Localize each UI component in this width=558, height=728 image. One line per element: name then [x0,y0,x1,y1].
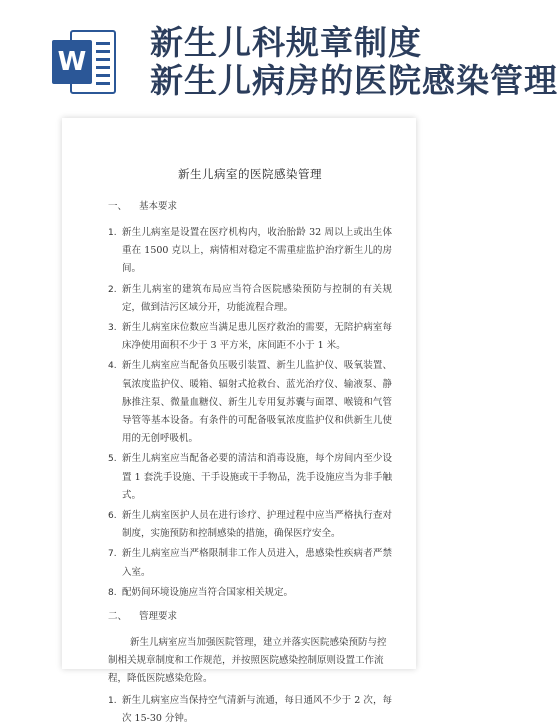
banner-title-line2: 新生儿病房的医院感染管理 [150,61,558,100]
word-logo-letter: W [52,40,92,84]
section-heading-1 [108,198,392,212]
list-item [108,450,392,505]
item-text: 新生儿病室医护人员在进行诊疗、护理过程中应当严格执行查对制度，实施预防和控制感染的措施，确保医疗安全。 [122,510,392,540]
section-label: 基本要求 [139,201,178,212]
list-item [108,281,392,317]
list-item [108,224,392,279]
item-number: 1. [108,696,117,707]
section-heading-2 [108,608,392,622]
item-text: 新生儿病室应当配备必要的清洁和消毒设施，每个房间内至少设置 1 套洗手设施、干手设施或干手物品，洗手设施应当为非手触式。 [122,453,392,501]
section-number: 二、 [108,611,128,623]
item-number: 4. [108,361,117,372]
list-item [108,507,392,543]
item-number: 2. [108,284,117,295]
item-text: 新生儿病室应当严格限制非工作人员进入，患感染性疾病者严禁入室。 [122,548,392,578]
item-text: 新生儿病室应当保持空气清新与流通，每日通风不少于 2 次，每次 15-30 分钟。 [122,695,392,725]
item-number: 5. [108,454,117,465]
banner [0,0,558,112]
word-icon [52,28,120,96]
list-item [108,319,392,355]
item-text: 新生儿病室的建筑布局应当符合医院感染预防与控制的有关规定，做到洁污区域分开，功能流程合理。 [122,283,392,313]
item-number: 7. [108,549,117,560]
item-text: 配奶间环境设施应当符合国家相关规定。 [122,586,294,598]
document-page [62,118,416,725]
list-item [108,357,392,448]
item-number: 6. [108,511,117,522]
item-text: 新生儿病室床位数应当满足患儿医疗救治的需要，无陪护病室每床净使用面积不少于 3 平方米，床间距不小于 1 米。 [122,322,392,352]
item-number: 1. [108,228,117,238]
item-number: 8. [108,587,117,598]
item-text: 新生儿病室是设置在医疗机构内，收治胎龄 32 周以上或出生体重在 1500 克以上，病情相对稳定不需重症监护治疗新生儿的房间。 [122,227,392,275]
list-item [108,545,392,581]
section-number: 一、 [108,201,128,212]
section-label: 管理要求 [139,611,178,623]
item-text: 新生儿病室应当配备负压吸引装置、新生儿监护仪、吸氧装置、氧浓度监护仪、暖箱、辐射式抢救台、蓝光治疗仪、输液泵、静脉推注泵、微量血糖仪、新生儿专用复苏囊与面罩、喉镜和气管导管等基本设备。有条件的可配备吸氧浓度监护仪和供新生儿使用的无创呼吸机。 [122,360,392,445]
list-item [108,584,392,602]
banner-title-line1: 新生儿科规章制度 [150,23,422,62]
section-paragraph: 新生儿病室应当加强医院管理，建立并落实医院感染预防与控制相关规章制度和工作规范，并按照医院感染控制原则设置工作流程，降低医院感染危险。 [108,637,387,685]
document-title: 新生儿病室的医院感染管理 [178,167,322,181]
list-item [108,692,392,728]
item-number: 3. [108,323,117,334]
